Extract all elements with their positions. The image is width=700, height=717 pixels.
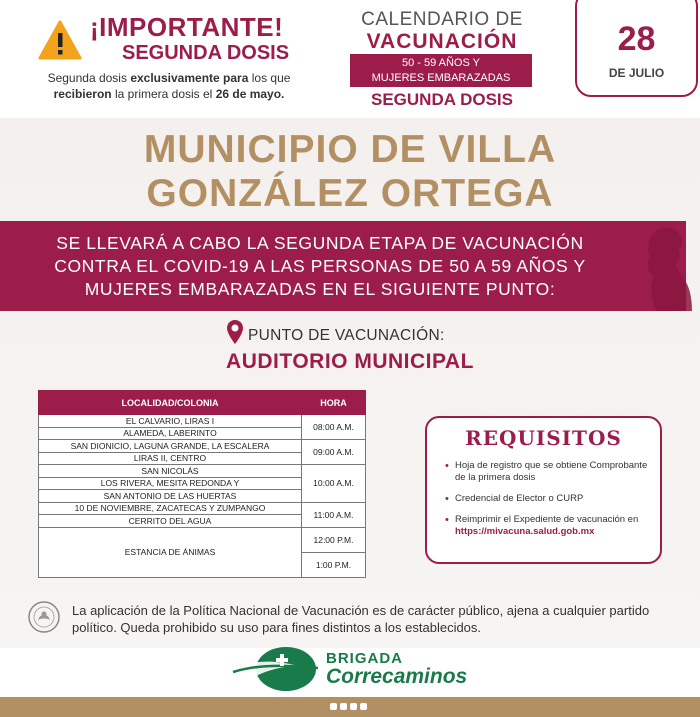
calendar-second-dose: SEGUNDA DOSIS [370, 90, 513, 109]
hour-cell: 08:00 A.M. [302, 415, 366, 440]
header [0, 0, 700, 118]
brigada-logo-icon [228, 644, 323, 694]
disclaimer-text: La aplicación de la Política Nacional de Vacunación es de carácter público, ajena a cualquier partido político. Queda prohibido su uso para fines distintos a los establecidos. [72, 603, 650, 635]
requirements-box [425, 416, 662, 564]
twitter-icon[interactable] [340, 703, 347, 710]
date-month: DE JULIO [608, 66, 665, 80]
locality-cell: 10 DE NOVIEMBRE, ZACATECAS Y ZUMPANGO [39, 502, 302, 515]
brigade-name: Correcaminos [326, 665, 468, 688]
hour-cell: 09:00 A.M. [302, 440, 366, 465]
hour-cell: 10:00 A.M. [302, 465, 366, 503]
national-seal-icon [27, 600, 61, 634]
table-row [39, 465, 366, 478]
locality-cell: CERRITO DEL AGUA [39, 515, 302, 528]
list-item: • Credencial de Elector o CURP [445, 493, 655, 505]
hour-cell: 11:00 A.M. [302, 502, 366, 527]
list-item: • Reimprimir el Expediente de vacunación en https://mivacuna.salud.gob.mx [445, 514, 655, 538]
table-header-row [39, 391, 366, 415]
social-icons [330, 703, 367, 710]
important-subtitle: SEGUNDA DOSIS [122, 42, 290, 64]
point-name: AUDITORIO MUNICIPAL [226, 350, 474, 373]
vaccination-link[interactable]: https://mivacuna.salud.gob.mx [455, 526, 595, 537]
facebook-icon[interactable] [330, 703, 337, 710]
calendar-title-vacunacion: VACUNACIÓN [366, 30, 518, 53]
instagram-icon[interactable] [350, 703, 357, 710]
requirements-list [445, 460, 655, 547]
locality-cell: LIRAS II, CENTRO [39, 452, 302, 465]
locality-cell: LOS RIVERA, MESITA REDONDA Y [39, 477, 302, 490]
table-row [39, 440, 366, 453]
point-label: PUNTO DE VACUNACIÓN: [248, 327, 445, 344]
date-box [575, 0, 698, 97]
table-row [39, 415, 366, 428]
location-pin-icon [226, 319, 244, 345]
locality-cell: ALAMEDA, LABERINTO [39, 427, 302, 440]
important-note: Segunda dosis exclusivamente para los que recibieron la primera dosis el 26 de mayo. [47, 71, 291, 101]
woman-silhouette-icon [626, 221, 696, 311]
calendar-age-box: 50 - 59 AÑOS Y MUJERES EMBARAZADAS [350, 54, 532, 87]
list-item: • Hoja de registro que se obtiene Comprobante de la primera dosis [445, 460, 655, 484]
column-header-locality: LOCALIDAD/COLONIA [39, 391, 302, 415]
locality-cell: EL CALVARIO, LIRAS I [39, 415, 302, 428]
table-row [39, 527, 366, 552]
brigade-title: BRIGADA [326, 650, 403, 667]
calendar-title: CALENDARIO DE [361, 9, 523, 30]
announcement-text: SE LLEVARÁ A CABO LA SEGUNDA ETAPA DE VACUNACIÓN CONTRA EL COVID-19 A LAS PERSONAS DE 50 A 59 AÑOS Y MUJERES EMBARAZADAS EN EL SIGUIENTE PUNTO: [54, 233, 586, 299]
important-title: ¡IMPORTANTE! [90, 12, 284, 42]
youtube-icon[interactable] [360, 703, 367, 710]
table-row [39, 502, 366, 515]
requirements-title: REQUISITOS [465, 426, 622, 450]
municipality-title: MUNICIPIO DE VILLA GONZÁLEZ ORTEGA [143, 128, 557, 215]
warning-icon [38, 20, 82, 60]
date-day: 28 [617, 20, 656, 58]
column-header-hour: HORA [302, 391, 366, 415]
locality-cell: SAN NICOLÁS [39, 465, 302, 478]
schedule-table [38, 390, 366, 578]
locality-cell: ESTANCIA DE ÁNIMAS [39, 527, 302, 577]
locality-cell: SAN DIONICIO, LAGUNA GRANDE, LA ESCALERA [39, 440, 302, 453]
locality-cell: SAN ANTONIO DE LAS HUERTAS [39, 490, 302, 503]
hour-cell: 1:00 P.M. [302, 552, 366, 577]
hour-cell: 12:00 P.M. [302, 527, 366, 552]
